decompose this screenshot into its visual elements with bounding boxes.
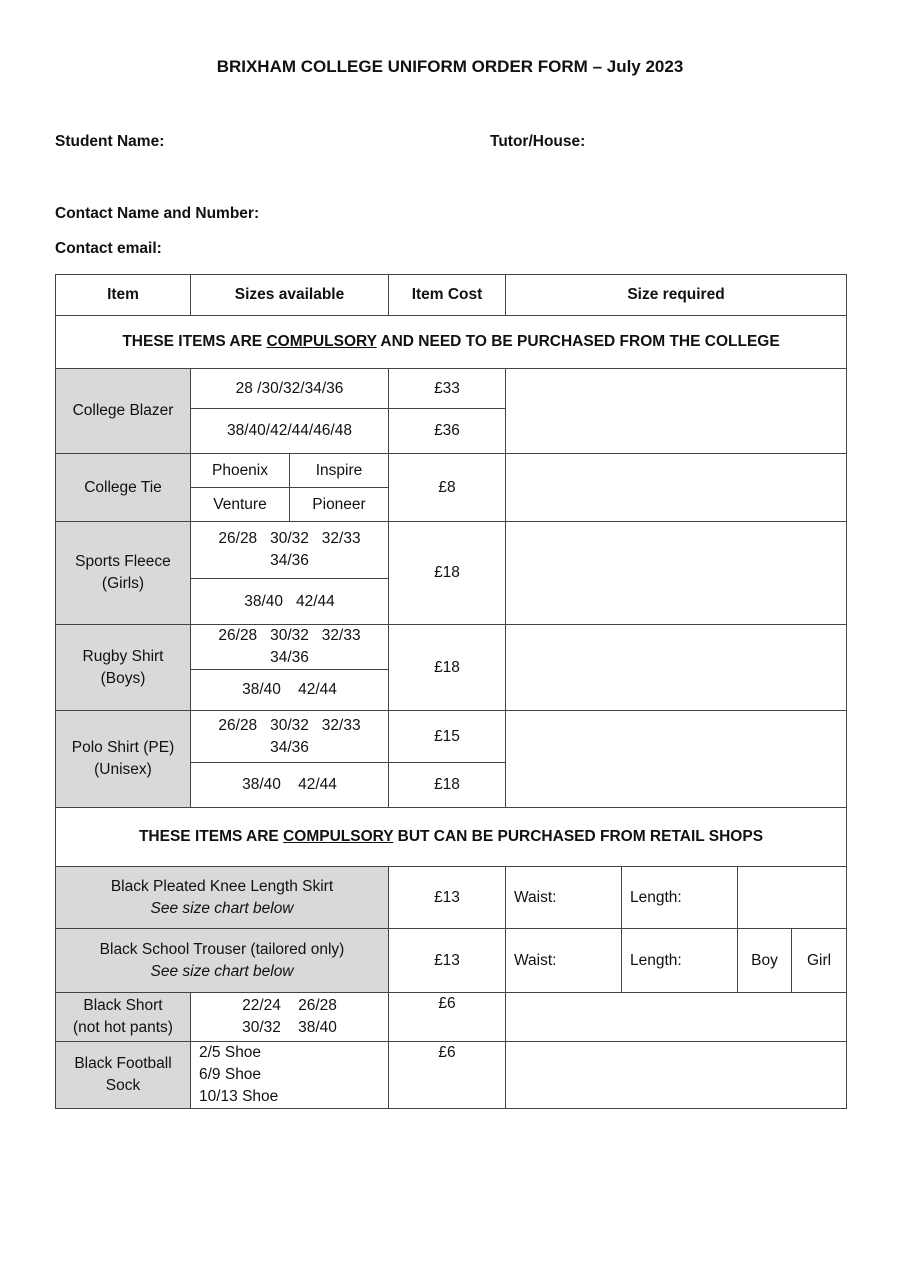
table-row-fleece — [56, 522, 847, 579]
sock-size-line3: 10/13 Shoe — [199, 1088, 279, 1105]
tie-cost: £8 — [389, 454, 506, 522]
section2-text-emphasis: COMPULSORY — [283, 828, 394, 845]
short-sizes-line2: 30/32 38/40 — [242, 1019, 337, 1036]
blazer-cost-small: £33 — [389, 369, 506, 409]
item-sock — [56, 1042, 191, 1109]
skirt-note: See size chart below — [150, 899, 294, 917]
table-row-polo — [56, 711, 847, 763]
section2-text-post: BUT CAN BE PURCHASED FROM RETAIL SHOPS — [393, 828, 764, 845]
rugby-name-line2: (Boys) — [100, 669, 146, 687]
form-title: BRIXHAM COLLEGE UNIFORM ORDER FORM – July 2023 — [216, 57, 684, 76]
item-polo — [56, 711, 191, 808]
tutor-house-label: Tutor/House: — [490, 133, 586, 150]
polo-sizes-large: 38/40 42/44 — [191, 763, 389, 808]
table-row-blazer — [56, 369, 847, 409]
blazer-size-required[interactable] — [506, 369, 847, 454]
section-heading-college — [56, 316, 847, 369]
rugby-sizes-small — [191, 625, 389, 670]
section-row-retail — [56, 808, 847, 867]
rugby-cost: £18 — [389, 625, 506, 711]
short-cost: £6 — [389, 993, 506, 1042]
table-row-sock — [56, 1042, 847, 1109]
sock-name-line1: Black Football — [74, 1055, 172, 1072]
header-row — [56, 275, 847, 316]
fleece-size-required[interactable] — [506, 522, 847, 625]
item-trouser — [56, 929, 389, 993]
short-sizes — [191, 993, 389, 1042]
sock-size-line2: 6/9 Shoe — [199, 1066, 262, 1083]
polo-sizes-small — [191, 711, 389, 763]
trouser-waist-field[interactable]: Waist: — [506, 929, 622, 993]
fleece-sizes-small — [191, 522, 389, 579]
table-row-short — [56, 993, 847, 1042]
table-row-trouser — [56, 929, 847, 993]
rugby-sizes-large: 38/40 42/44 — [191, 670, 389, 711]
section2-text-pre: THESE ITEMS ARE — [138, 828, 284, 845]
tie-option-pioneer: Pioneer — [290, 488, 389, 522]
section-heading-retail — [56, 808, 847, 867]
polo-name-line1: Polo Shirt (PE) — [71, 739, 175, 756]
student-name-label: Student Name: — [55, 133, 165, 150]
table-row-rugby — [56, 625, 847, 670]
blazer-sizes-small: 28 /30/32/34/36 — [191, 369, 389, 409]
short-size-required[interactable] — [506, 993, 847, 1042]
blazer-cost-large: £36 — [389, 409, 506, 454]
skirt-extra-field[interactable] — [738, 867, 847, 929]
polo-sizes-line1: 26/28 30/32 32/33 — [218, 716, 361, 734]
header-cost: Item Cost — [389, 275, 506, 316]
section1-text-emphasis: COMPULSORY — [266, 333, 377, 350]
uniform-order-table — [55, 274, 847, 1109]
short-sizes-line1: 22/24 26/28 — [242, 997, 337, 1014]
contact-name-label: Contact Name and Number: — [55, 205, 260, 222]
table-row-tie — [56, 454, 847, 488]
rugby-sizes-line1: 26/28 30/32 32/33 — [218, 627, 361, 644]
tie-option-phoenix: Phoenix — [191, 454, 290, 488]
header-size-required: Size required — [506, 275, 847, 316]
sock-name-line2: Sock — [105, 1077, 141, 1094]
trouser-boy-option[interactable]: Boy — [738, 929, 792, 993]
item-short — [56, 993, 191, 1042]
section1-text-pre: THESE ITEMS ARE — [122, 333, 267, 350]
trouser-note: See size chart below — [150, 962, 294, 980]
tie-option-inspire: Inspire — [290, 454, 389, 488]
item-tie: College Tie — [56, 454, 191, 522]
trouser-length-field[interactable]: Length: — [622, 929, 738, 993]
header-item: Item — [56, 275, 191, 316]
header-sizes: Sizes available — [191, 275, 389, 316]
short-name-line1: Black Short — [83, 997, 163, 1014]
tie-option-venture: Venture — [191, 488, 290, 522]
skirt-cost: £13 — [389, 867, 506, 929]
polo-sizes-line2: 34/36 — [270, 738, 309, 756]
polo-name-line2: (Unisex) — [94, 761, 152, 778]
skirt-waist-field[interactable]: Waist: — [506, 867, 622, 929]
item-rugby — [56, 625, 191, 711]
fleece-name-line1: Sports Fleece — [75, 553, 171, 570]
sock-sizes — [191, 1042, 389, 1109]
fleece-name-line2: (Girls) — [101, 575, 145, 592]
fleece-sizes-line2: 34/36 — [270, 552, 309, 569]
section-row-college — [56, 316, 847, 369]
item-blazer: College Blazer — [56, 369, 191, 454]
fleece-cost: £18 — [389, 522, 506, 625]
sock-size-required[interactable] — [506, 1042, 847, 1109]
rugby-size-required[interactable] — [506, 625, 847, 711]
blazer-sizes-large: 38/40/42/44/46/48 — [191, 409, 389, 454]
section1-text-post: AND NEED TO BE PURCHASED FROM THE COLLEGE — [376, 333, 780, 350]
sock-cost: £6 — [389, 1042, 506, 1109]
fleece-sizes-line1: 26/28 30/32 32/33 — [218, 530, 361, 547]
skirt-name: Black Pleated Knee Length Skirt — [110, 877, 334, 895]
fleece-sizes-large: 38/40 42/44 — [191, 579, 389, 625]
trouser-name: Black School Trouser (tailored only) — [99, 940, 345, 958]
tie-size-required[interactable] — [506, 454, 847, 522]
trouser-cost: £13 — [389, 929, 506, 993]
item-skirt — [56, 867, 389, 929]
table-row-skirt — [56, 867, 847, 929]
polo-cost-large: £18 — [389, 763, 506, 808]
trouser-girl-option[interactable]: Girl — [792, 929, 847, 993]
contact-email-label: Contact email: — [55, 240, 162, 257]
short-name-line2: (not hot pants) — [73, 1019, 173, 1036]
polo-cost-small: £15 — [389, 711, 506, 763]
sock-size-line1: 2/5 Shoe — [199, 1044, 262, 1061]
rugby-name-line1: Rugby Shirt — [82, 647, 164, 665]
rugby-sizes-line2: 34/36 — [270, 649, 309, 666]
skirt-length-field[interactable]: Length: — [622, 867, 738, 929]
item-fleece — [56, 522, 191, 625]
polo-size-required[interactable] — [506, 711, 847, 808]
